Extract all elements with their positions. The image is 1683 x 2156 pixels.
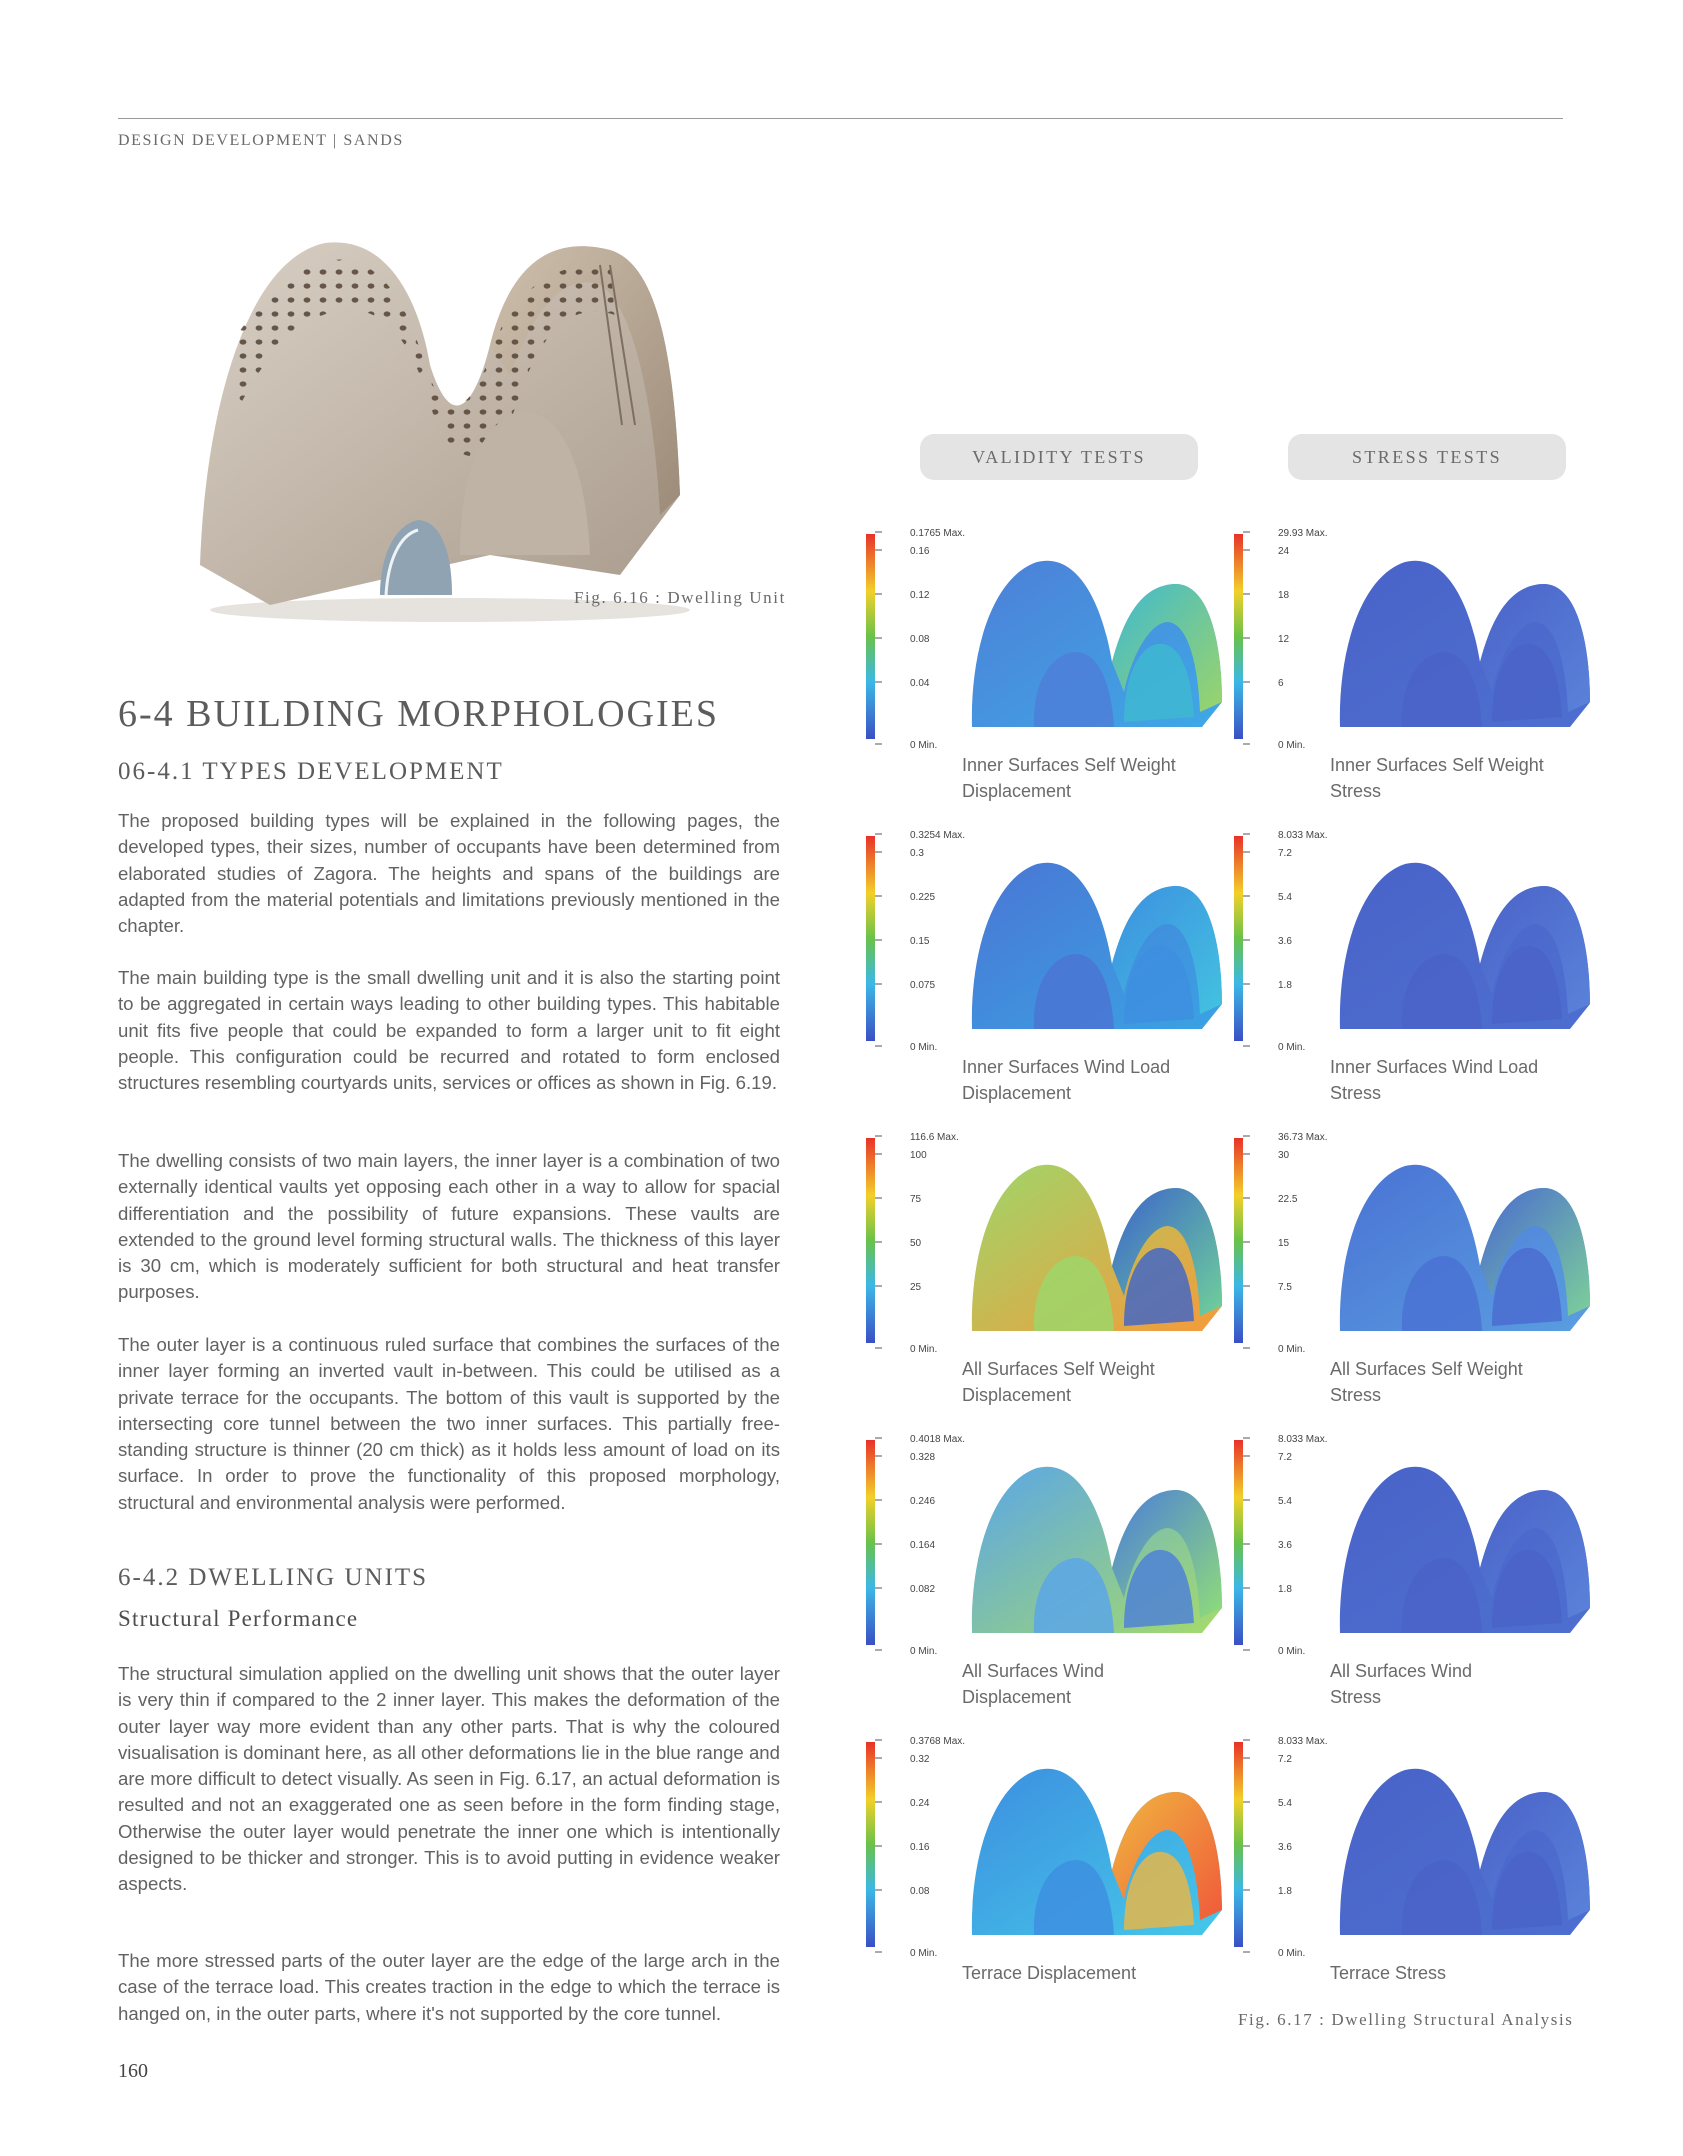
scale-tick-label: 0.164 <box>910 1540 936 1551</box>
test-label-line2: Stress <box>1330 1687 1382 1707</box>
scale-tick-label: 5.4 <box>1278 1496 1292 1507</box>
scale-tick-label: 0.1765 Max. <box>910 528 966 539</box>
stress-simulation-figure <box>1230 1126 1590 1356</box>
validity-test-panel <box>862 522 1222 812</box>
test-label-line2: Displacement <box>962 1385 1072 1405</box>
scale-tick-label: 8.033 Max. <box>1278 830 1328 841</box>
scale-tick-label: 0.225 <box>910 892 936 903</box>
scale-tick-label: 0.246 <box>910 1496 936 1507</box>
color-scale-bar <box>1234 1742 1243 1947</box>
scale-tick-label: 5.4 <box>1278 892 1292 903</box>
scale-tick-label: 0.15 <box>910 936 930 947</box>
test-label-line1: Inner Surfaces Wind Load <box>962 1057 1171 1077</box>
dwelling-model-render <box>972 561 1222 727</box>
scale-tick-label: 7.2 <box>1278 1452 1292 1463</box>
test-label-line2: Displacement <box>962 1687 1072 1707</box>
validity-tests-header: VALIDITY TESTS <box>920 434 1198 480</box>
dwelling-model-render <box>972 1467 1222 1633</box>
stress-simulation-figure <box>1230 1730 1590 1960</box>
test-label-line1: All Surfaces Self Weight <box>962 1359 1155 1379</box>
test-label-line1: Inner Surfaces Self Weight <box>1330 755 1544 775</box>
subsection-title-types: 06-4.1 TYPES DEVELOPMENT <box>118 758 504 785</box>
scale-tick-label: 0 Min. <box>1278 1948 1306 1959</box>
stress-simulation-figure <box>1230 522 1590 752</box>
scale-tick-label: 36.73 Max. <box>1278 1132 1328 1143</box>
scale-tick-label: 0 Min. <box>910 1646 938 1657</box>
color-scale-bar <box>1234 1138 1243 1343</box>
scale-tick-label: 75 <box>910 1194 922 1205</box>
validity-test-panel <box>862 824 1222 1114</box>
scale-tick-label: 0.04 <box>910 678 930 689</box>
dwelling-unit-image <box>190 225 710 625</box>
scale-tick-label: 8.033 Max. <box>1278 1434 1328 1445</box>
scale-tick-label: 0.16 <box>910 1842 930 1853</box>
test-label-line1: Inner Surfaces Wind Load <box>1330 1057 1539 1077</box>
test-label-line1: All Surfaces Wind <box>962 1661 1105 1681</box>
analysis-caption: Fig. 6.17 : Dwelling Structural Analysis <box>1238 2010 1574 2029</box>
scale-tick-label: 7.2 <box>1278 1754 1292 1765</box>
test-label-line2: Stress <box>1330 1083 1382 1103</box>
stress-simulation-figure <box>1230 824 1590 1054</box>
scale-tick-label: 0.3768 Max. <box>910 1736 966 1747</box>
scale-tick-label: 15 <box>1278 1238 1290 1249</box>
scale-tick-label: 1.8 <box>1278 1886 1292 1897</box>
dwelling-model-render <box>972 1769 1222 1935</box>
test-label-line2: Displacement <box>962 781 1072 801</box>
scale-tick-label: 0 Min. <box>1278 1042 1306 1053</box>
paragraph-5: The structural simulation applied on the dwelling unit shows that the outer layer is very thin if compared to the 2 inner layer. This makes the deformation of the outer layer way more evident than any other parts. That is why the coloured visualisation is dominant here, as all other deformations lie in the blue range and are more difficult to detect visually. As seen in Fig. 6.17, an actual deformation is resulted and not an exaggerated one as seen before in the form finding stage, Otherwise the outer layer would penetrate the inner one which is intentionally designed to be thicker and stronger. This is to avoid putting in evidence weaker aspects. <box>118 1663 780 1895</box>
scale-tick-label: 0.32 <box>910 1754 930 1765</box>
stress-tests-header: STRESS TESTS <box>1288 434 1566 480</box>
stress-test-panel <box>1230 522 1590 812</box>
color-scale-bar <box>866 534 875 739</box>
test-label-line1: All Surfaces Wind <box>1330 1661 1473 1681</box>
subsection-title-dwelling: 6-4.2 DWELLING UNITS <box>118 1564 429 1591</box>
scale-tick-label: 0.4018 Max. <box>910 1434 966 1445</box>
stress-test-panel <box>1230 1126 1590 1416</box>
scale-tick-label: 7.2 <box>1278 848 1292 859</box>
scale-tick-label: 0 Min. <box>1278 740 1306 751</box>
paragraph-6: The more stressed parts of the outer layer are the edge of the large arch in the case of the terrace load. This creates traction in the edge to which the terrace is hanged on, in the outer parts, where it's not supported by the core tunnel. <box>118 1950 780 2024</box>
scale-tick-label: 0.08 <box>910 1886 930 1897</box>
scale-tick-label: 3.6 <box>1278 1842 1292 1853</box>
scale-tick-label: 0.328 <box>910 1452 936 1463</box>
scale-tick-label: 0.12 <box>910 590 930 601</box>
scale-tick-label: 3.6 <box>1278 936 1292 947</box>
paragraph-1: The proposed building types will be explained in the following pages, the developed types, their sizes, number of occupants have been determined from elaborated studies of Zagora. The heights and spans of the buildings are adapted from the material potentials and limitations previously mentioned in the chapter. <box>118 810 780 937</box>
test-label-line2: Displacement <box>962 1083 1072 1103</box>
validity-simulation-figure <box>862 824 1222 1054</box>
scale-tick-label: 30 <box>1278 1150 1290 1161</box>
dwelling-model-render <box>1340 1467 1590 1633</box>
color-scale-bar <box>866 836 875 1041</box>
scale-tick-label: 29.93 Max. <box>1278 528 1328 539</box>
scale-tick-label: 1.8 <box>1278 980 1292 991</box>
scale-tick-label: 0 Min. <box>910 1042 938 1053</box>
scale-tick-label: 100 <box>910 1150 927 1161</box>
hero-caption: Fig. 6.16 : Dwelling Unit <box>574 588 786 607</box>
scale-tick-label: 24 <box>1278 546 1290 557</box>
scale-tick-label: 0.24 <box>910 1798 930 1809</box>
running-header: DESIGN DEVELOPMENT | SANDS <box>118 132 404 149</box>
validity-test-panel <box>862 1428 1222 1718</box>
color-scale-bar <box>1234 534 1243 739</box>
scale-tick-label: 22.5 <box>1278 1194 1298 1205</box>
color-scale-bar <box>866 1138 875 1343</box>
test-label-line1: Terrace Displacement <box>962 1963 1137 1983</box>
page-number: 160 <box>118 2060 148 2082</box>
scale-tick-label: 1.8 <box>1278 1584 1292 1595</box>
stress-test-panel <box>1230 1428 1590 1718</box>
scale-tick-label: 50 <box>910 1238 922 1249</box>
color-scale-bar <box>866 1440 875 1645</box>
color-scale-bar <box>1234 1440 1243 1645</box>
subsection-title-structural: Structural Performance <box>118 1606 359 1631</box>
scale-tick-label: 0.08 <box>910 634 930 645</box>
dwelling-model-render <box>1340 1165 1590 1331</box>
paragraph-4: The outer layer is a continuous ruled surface that combines the surfaces of the inner layer forming an inverted vault in-between. This could be utilised as a private terrace for the occupants. The bottom of this vault is supported by the intersecting core tunnel between the two inner surfaces. This partially free-standing structure is thinner (20 cm thick) as it holds less amount of load on its surface. In order to prove the functionality of this proposed morphology, structural and environmental analysis were performed. <box>118 1334 780 1513</box>
scale-tick-label: 0.3254 Max. <box>910 830 966 841</box>
scale-tick-label: 0.16 <box>910 546 930 557</box>
scale-tick-label: 5.4 <box>1278 1798 1292 1809</box>
scale-tick-label: 0 Min. <box>910 740 938 751</box>
stress-simulation-figure <box>1230 1428 1590 1658</box>
dwelling-model-render <box>1340 561 1590 727</box>
color-scale-bar <box>1234 836 1243 1041</box>
scale-tick-label: 8.033 Max. <box>1278 1736 1328 1747</box>
scale-tick-label: 6 <box>1278 678 1284 689</box>
scale-tick-label: 0 Min. <box>1278 1344 1306 1355</box>
test-label-line2: Stress <box>1330 1385 1382 1405</box>
scale-tick-label: 18 <box>1278 590 1290 601</box>
section-title: 6-4 BUILDING MORPHOLOGIES <box>118 693 719 735</box>
test-label-line1: Inner Surfaces Self Weight <box>962 755 1176 775</box>
scale-tick-label: 116.6 Max. <box>910 1132 959 1143</box>
dwelling-model-render <box>1340 863 1590 1029</box>
stress-test-panel <box>1230 1730 1590 2020</box>
test-label-line2: Stress <box>1330 781 1382 801</box>
stress-test-panel <box>1230 824 1590 1114</box>
color-scale-bar <box>866 1742 875 1947</box>
validity-simulation-figure <box>862 1730 1222 1960</box>
scale-tick-label: 12 <box>1278 634 1290 645</box>
validity-simulation-figure <box>862 1126 1222 1356</box>
scale-tick-label: 0.075 <box>910 980 936 991</box>
scale-tick-label: 0.082 <box>910 1584 936 1595</box>
test-label-line1: All Surfaces Self Weight <box>1330 1359 1523 1379</box>
dwelling-model-render <box>972 863 1222 1029</box>
validity-simulation-figure <box>862 522 1222 752</box>
paragraph-3: The dwelling consists of two main layers, the inner layer is a combination of two externally identical vaults yet opposing each other in a way to allow for spacial differentiation and the possibility of future expansions. These vaults are extended to the ground level forming structural walls. The thickness of this layer is 30 cm, which is moderately sufficient for both structural and heat transfer purposes. <box>118 1150 780 1303</box>
scale-tick-label: 0 Min. <box>1278 1646 1306 1657</box>
test-label-line1: Terrace Stress <box>1330 1963 1447 1983</box>
scale-tick-label: 0 Min. <box>910 1948 938 1959</box>
validity-test-panel <box>862 1730 1222 2020</box>
validity-test-panel <box>862 1126 1222 1416</box>
header-rule <box>118 118 1563 119</box>
validity-simulation-figure <box>862 1428 1222 1658</box>
paragraph-2: The main building type is the small dwelling unit and it is also the starting point to be aggregated in certain ways leading to other building types. This habitable unit fits five people that could be expanded to form a larger unit to fit eight people. This configuration could be recurred and rotated to form enclosed structures resembling courtyards units, services or offices as shown in Fig. 6.19. <box>118 967 780 1094</box>
scale-tick-label: 0 Min. <box>910 1344 938 1355</box>
scale-tick-label: 7.5 <box>1278 1282 1292 1293</box>
dwelling-model-render <box>1340 1769 1590 1935</box>
scale-tick-label: 0.3 <box>910 848 924 859</box>
scale-tick-label: 3.6 <box>1278 1540 1292 1551</box>
dwelling-model-render <box>972 1165 1222 1331</box>
scale-tick-label: 25 <box>910 1282 922 1293</box>
